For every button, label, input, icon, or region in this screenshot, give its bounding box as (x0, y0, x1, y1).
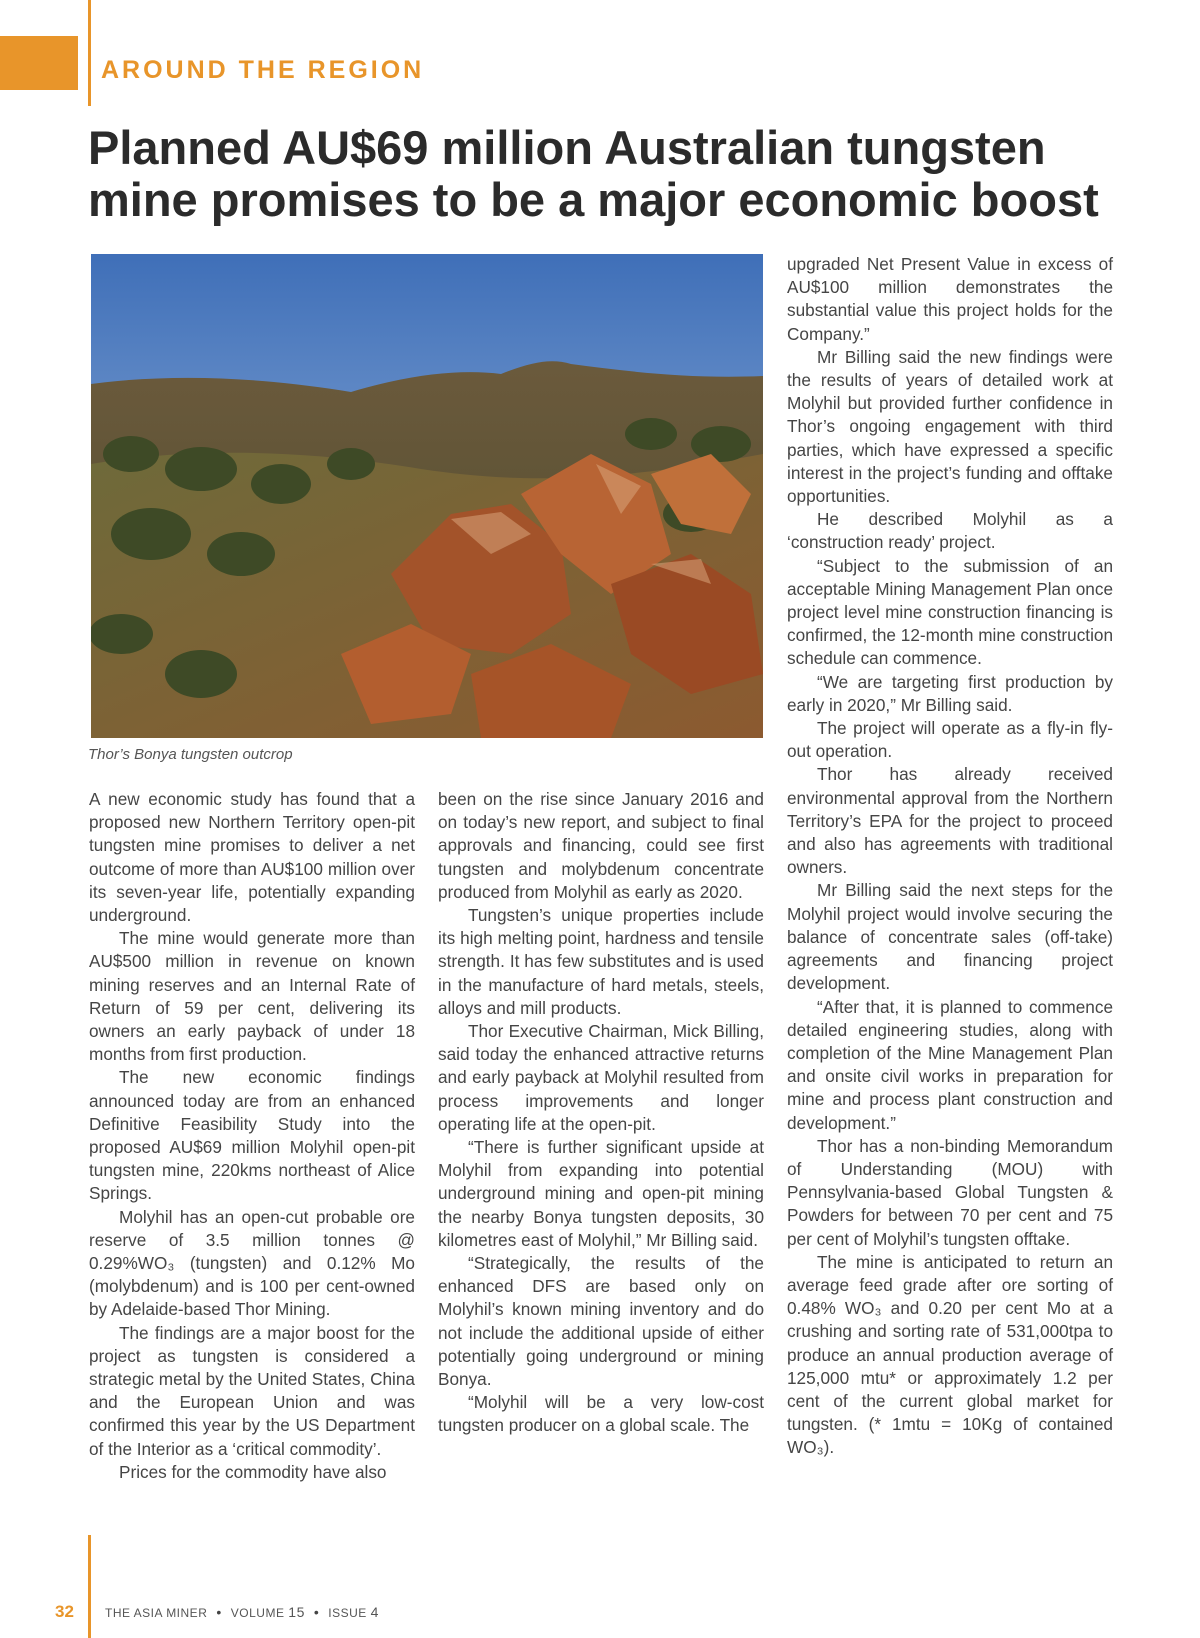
article-column-2 (438, 788, 764, 1438)
article-paragraph: Thor has a non-binding Memorandum of Understanding (MOU) with Pennsylvania-based Global Tungsten & Powders for between 70 per cent and 75 per cent of Molyhil’s tungsten offtake. (787, 1135, 1113, 1249)
article-column-1 (89, 788, 415, 1484)
article-paragraph: Mr Billing said the next steps for the Molyhil project would involve securing the balance of concentrate sales (off-take) agreements and financing project development. (787, 880, 1113, 994)
article-paragraph: “Strategically, the results of the enhanced DFS are based only on Molyhil’s known mining inventory and do not include the additional upside of either potentially going underground or mining Bonya. (438, 1253, 764, 1390)
article-paragraph: The findings are a major boost for the project as tungsten is considered a strategic metal by the United States, China and the European Union and was confirmed this year by the US Department of the Interior as a ‘critical commodity’. (89, 1322, 415, 1459)
article-paragraph-segment: upgraded Net Present Value in excess of AU$100 million demonstrates the substantial value this project holds for the Company.” (787, 254, 1113, 344)
issue-label: ISSUE (328, 1606, 367, 1620)
volume-number: 15 (288, 1604, 305, 1620)
article-paragraph: A new economic study has found that a proposed new Northern Territory open-pit tungsten mine promises to deliver a net outcome of more than AU$100 million over its seven-year life, potentially expanding underground. (89, 789, 415, 926)
page-number: 32 (55, 1602, 74, 1621)
article-paragraph: “There is further significant upside at Molyhil from expanding into potential underground mining and open-pit mining the nearby Bonya tungsten deposits, 30 kilometres east of Molyhil,” Mr Billing said. (438, 1137, 764, 1250)
article-paragraph: “We are targeting first production by early in 2020,” Mr Billing said. (787, 671, 1113, 715)
bullet-separator: • (216, 1604, 222, 1620)
article-column-3 (787, 253, 1113, 1460)
issue-number: 4 (370, 1604, 379, 1620)
publication-name: THE ASIA MINER (105, 1606, 208, 1620)
article-paragraph: The mine would generate more than AU$500 million in revenue on known mining reserves and an Internal Rate of Return of 59 per cent, delivering its owners an early payback of under 18 months from first production. (89, 928, 415, 1065)
article-headline: Planned AU$69 million Australian tungsten mine promises to be a major economic boost (88, 121, 1099, 226)
article-paragraph: Tungsten’s unique properties include its high melting point, hardness and tensile strength. It has few substitutes and is used in the manufacture of hard metals, steels, alloys and mill products. (438, 905, 764, 1018)
top-accent-rule (88, 0, 91, 106)
article-photo (91, 254, 763, 738)
article-paragraph: “After that, it is planned to commence detailed engineering studies, along with completion of the Mine Management Plan and onsite civil works in preparation for mine and process plant construction and development.” (787, 996, 1113, 1133)
article-paragraph: “Subject to the submission of an acceptable Mining Management Plan once project level mine construction financing is confirmed, the 12-month mine construction schedule can commence. (787, 555, 1113, 669)
bullet-separator: • (313, 1604, 320, 1620)
article-paragraph: Thor Executive Chairman, Mick Billing, said today the enhanced attractive returns and early payback at Molyhil resulted from process improvements and longer operating life at the open-pit. (438, 1021, 764, 1134)
article-paragraph-segment: Prices for the commodity have also (119, 1461, 387, 1482)
publication-footer (105, 1604, 379, 1620)
article-paragraph: Molyhil has an open-cut probable ore reserve of 3.5 million tonnes @ 0.29%WO₃ (tungsten) and 0.12% Mo (molybdenum) and is 100 per cent-owned by Adelaide-based Thor Mining. (89, 1206, 415, 1320)
article-paragraph: He described Molyhil as a ‘construction ready’ project. (787, 509, 1113, 553)
outcrop-landscape-image (91, 254, 763, 738)
article-paragraph: The new economic findings announced today are from an enhanced Definitive Feasibility Study into the proposed AU$69 million Molyhil open-pit tungsten mine, 220kms northeast of Alice Springs. (89, 1067, 415, 1204)
section-label: AROUND THE REGION (101, 56, 425, 84)
article-paragraph-segment: “Molyhil will be a very low-cost tungsten producer on a global scale. The (438, 1392, 764, 1436)
article-paragraph: The project will operate as a fly-in fly-out operation. (787, 718, 1113, 762)
volume-label: VOLUME (230, 1606, 285, 1620)
article-paragraph: Mr Billing said the new findings were the results of years of detailed work at Molyhil but provided further confidence in Thor’s ongoing engagement with third parties, which have expressed a specific interest in the project’s funding and offtake opportunities. (787, 346, 1113, 507)
article-paragraph-segment: been on the rise since January 2016 and on today’s new report, and subject to final approvals and financing, could see first tungsten and molybdenum concentrate produced from Molyhil as early as 2020. (438, 789, 764, 902)
article-paragraph: Thor has already received environmental approval from the Northern Territory’s EPA for the project to proceed and also has agreements with traditional owners. (787, 764, 1113, 878)
footer-accent-rule (88, 1535, 91, 1638)
section-accent-tab (0, 36, 78, 90)
image-caption: Thor’s Bonya tungsten outcrop (88, 746, 293, 763)
article-paragraph: The mine is anticipated to return an average feed grade after ore sorting of 0.48% WO₃ and 0.20 per cent Mo at a crushing and sorting rate of 531,000tpa to produce an annual production average of 125,000 mtu* or approximately 1.2 per cent of the current global market for tungsten. (* 1mtu = 10Kg of contained WO₃). (787, 1251, 1113, 1458)
